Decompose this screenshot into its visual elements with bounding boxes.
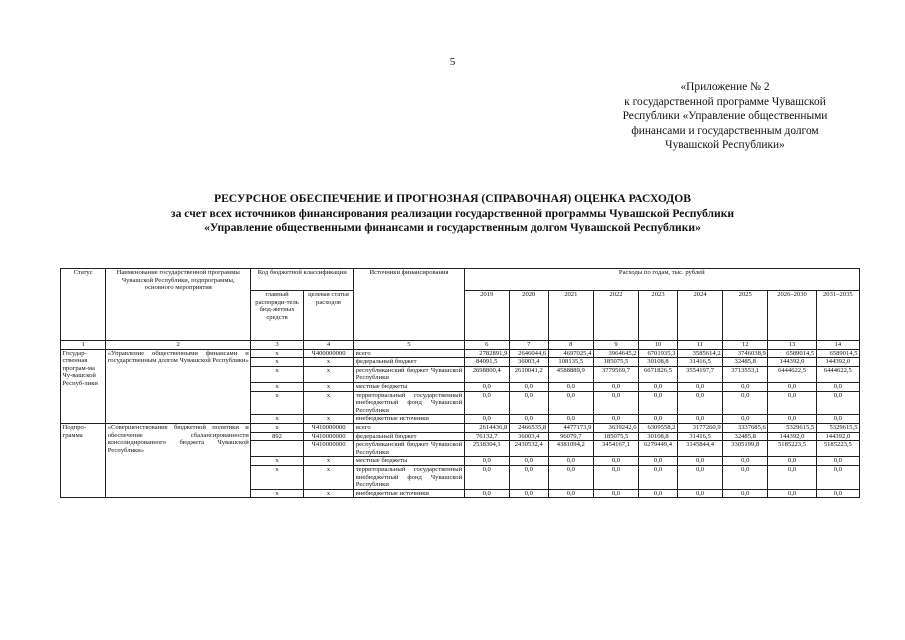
value-cell: 0,0 <box>548 457 593 466</box>
table-row <box>61 423 860 432</box>
table-row <box>61 349 860 358</box>
value-cell: 0,0 <box>548 489 593 498</box>
value-cell: 0,0 <box>816 465 859 489</box>
value-cell: 0,0 <box>548 382 593 391</box>
value-cell: 3746038,9 <box>723 349 768 358</box>
header-status: Статус <box>61 269 106 341</box>
value-cell: 0,0 <box>593 415 638 424</box>
value-cell: 6279449,4 <box>639 441 678 457</box>
target-article-cell: x <box>303 382 353 391</box>
value-cell: 0,0 <box>677 415 722 424</box>
target-article-cell: x <box>303 465 353 489</box>
value-cell: 0,0 <box>677 382 722 391</box>
main-manager-cell: x <box>251 415 304 424</box>
column-number: 13 <box>768 341 816 350</box>
value-cell: 0,0 <box>639 382 678 391</box>
value-cell: 3337685,6 <box>723 423 768 432</box>
value-cell: 0,0 <box>464 457 509 466</box>
value-cell: 0,0 <box>768 382 816 391</box>
column-number: 1 <box>61 341 106 350</box>
column-number: 5 <box>354 341 464 350</box>
main-manager-cell: x <box>251 391 304 415</box>
document-heading <box>0 192 905 236</box>
value-cell: 0,0 <box>723 391 768 415</box>
value-cell: 3585614,2 <box>677 349 722 358</box>
value-cell: 2538304,1 <box>464 441 509 457</box>
value-cell: 3779569,7 <box>593 366 638 382</box>
value-cell: 0,0 <box>593 382 638 391</box>
value-cell: 2782891,9 <box>464 349 509 358</box>
heading-line: за счет всех источников финансирования реализации государственной программы Чувашской Республики <box>170 206 735 220</box>
header-budget-code: Код бюджетной классификации <box>251 269 354 291</box>
status-cell: Государ-ственная програм-ма Чу-вашской Респуб-лики <box>61 349 106 423</box>
value-cell: 3554197,7 <box>677 366 722 382</box>
header-target-article: целевая статья расходов <box>303 291 353 341</box>
column-number: 4 <box>303 341 353 350</box>
value-cell: 0,0 <box>677 489 722 498</box>
source-cell: территориальный государственный внебюджетный фонд Чувашской Республики <box>355 391 463 414</box>
value-cell: 36003,4 <box>509 358 548 367</box>
value-cell: 0,0 <box>464 415 509 424</box>
value-cell: 0,0 <box>816 457 859 466</box>
value-cell: 4381094,2 <box>548 441 593 457</box>
value-cell: 0,0 <box>593 489 638 498</box>
value-cell: 0,0 <box>768 489 816 498</box>
source-cell: внебюджетные источники <box>354 489 464 498</box>
target-article-cell: x <box>303 366 353 382</box>
value-cell: 0,0 <box>816 415 859 424</box>
header-year: 2019 <box>464 291 509 341</box>
column-number: 2 <box>106 341 251 350</box>
value-cell: 3454167,1 <box>593 441 638 457</box>
value-cell: 30108,8 <box>639 432 678 441</box>
value-cell: 0,0 <box>639 457 678 466</box>
value-cell: 2698800,4 <box>464 366 509 382</box>
target-article-cell: Ч410000000 <box>303 432 353 441</box>
value-cell: 32485,8 <box>723 432 768 441</box>
value-cell: 0,0 <box>464 382 509 391</box>
header-year: 2021 <box>548 291 593 341</box>
target-article-cell: x <box>303 391 353 415</box>
value-cell: 0,0 <box>464 465 509 489</box>
value-cell: 2430532,4 <box>509 441 548 457</box>
value-cell: 0,0 <box>509 465 548 489</box>
value-cell: 30108,8 <box>639 358 678 367</box>
value-cell: 144392,0 <box>768 358 816 367</box>
main-manager-cell: 892 <box>251 432 304 441</box>
source-cell: внебюджетные источники <box>354 415 464 424</box>
program-name-cell: «Управление общественными финансами и государственным долгом Чувашской Республики» <box>106 349 251 423</box>
appendix-line: Республики «Управление общественными <box>622 110 828 122</box>
target-article-cell: x <box>303 358 353 367</box>
value-cell: 0,0 <box>639 465 678 489</box>
header-year: 2026–2030 <box>768 291 816 341</box>
appendix-line: к государственной программе Чувашской <box>624 95 826 108</box>
column-number: 12 <box>723 341 768 350</box>
value-cell: 32485,8 <box>723 358 768 367</box>
source-cell: федеральный бюджет <box>354 358 464 367</box>
value-cell: 6589014,5 <box>768 349 816 358</box>
value-cell: 3964645,2 <box>593 349 638 358</box>
value-cell: 3177260,9 <box>677 423 722 432</box>
value-cell: 31416,5 <box>677 432 722 441</box>
value-cell: 0,0 <box>639 415 678 424</box>
value-cell: 0,0 <box>816 391 859 415</box>
value-cell: 6309558,2 <box>639 423 678 432</box>
value-cell: 36003,4 <box>509 432 548 441</box>
column-number: 3 <box>251 341 304 350</box>
column-number: 11 <box>677 341 722 350</box>
value-cell: 0,0 <box>464 391 509 415</box>
value-cell: 0,0 <box>639 391 678 415</box>
value-cell: 0,0 <box>768 457 816 466</box>
main-manager-cell: x <box>251 489 304 498</box>
value-cell: 3145844,4 <box>677 441 722 457</box>
header-expenses: Расходы по годам, тыс. рублей <box>464 269 859 291</box>
value-cell: 5329615,5 <box>816 423 859 432</box>
resource-table <box>60 268 860 498</box>
appendix-line: финансами и государственным долгом <box>631 124 819 137</box>
target-article-cell: Ч400000000 <box>303 349 353 358</box>
main-manager-cell: x <box>251 423 304 432</box>
column-number: 9 <box>593 341 638 350</box>
value-cell: 0,0 <box>593 457 638 466</box>
appendix-line: Чувашской Республики» <box>665 139 785 151</box>
value-cell: 0,0 <box>723 415 768 424</box>
source-cell: местные бюджеты <box>354 457 464 466</box>
value-cell: 84091,5 <box>464 358 509 367</box>
value-cell: 0,0 <box>509 391 548 415</box>
value-cell: 0,0 <box>677 465 722 489</box>
main-manager-cell: x <box>251 465 304 489</box>
value-cell: 6444622,5 <box>768 366 816 382</box>
value-cell: 144392,0 <box>768 432 816 441</box>
target-article-cell: Ч410000000 <box>303 423 353 432</box>
value-cell: 0,0 <box>768 465 816 489</box>
value-cell: 0,0 <box>768 415 816 424</box>
value-cell: 0,0 <box>816 489 859 498</box>
header-year: 2022 <box>593 291 638 341</box>
value-cell: 6701935,3 <box>639 349 678 358</box>
heading-line: «Управление общественными финансами и государственным долгом Чувашской Республики» <box>204 221 701 234</box>
value-cell: 0,0 <box>723 382 768 391</box>
value-cell: 76132,7 <box>464 432 509 441</box>
value-cell: 6671826,5 <box>639 366 678 382</box>
main-manager-cell: x <box>251 382 304 391</box>
value-cell: 144392,0 <box>816 432 859 441</box>
value-cell: 2614436,8 <box>464 423 509 432</box>
value-cell: 185075,5 <box>593 432 638 441</box>
column-number: 10 <box>639 341 678 350</box>
header-year: 2020 <box>509 291 548 341</box>
value-cell: 185075,5 <box>593 358 638 367</box>
value-cell: 96079,7 <box>548 432 593 441</box>
value-cell: 3713553,1 <box>723 366 768 382</box>
target-article-cell: x <box>303 457 353 466</box>
header-year: 2031–2035 <box>816 291 859 341</box>
value-cell: 0,0 <box>593 391 638 415</box>
value-cell: 0,0 <box>723 489 768 498</box>
target-article-cell: x <box>303 489 353 498</box>
header-name: Наименование государственной программы Чувашской Республики, подпрограммы, основного мероприятия <box>106 269 251 341</box>
value-cell: 2466535,8 <box>509 423 548 432</box>
page-number: 5 <box>449 56 456 68</box>
value-cell: 3639242,6 <box>593 423 638 432</box>
source-cell: республиканский бюджет Чувашской Республики <box>355 366 463 382</box>
value-cell: 4477173,9 <box>548 423 593 432</box>
value-cell: 0,0 <box>464 489 509 498</box>
value-cell: 4588889,9 <box>548 366 593 382</box>
value-cell: 2610041,2 <box>509 366 548 382</box>
value-cell: 0,0 <box>677 391 722 415</box>
status-cell: Подпро-грамма <box>61 423 106 497</box>
value-cell: 31416,5 <box>677 358 722 367</box>
main-manager-cell: x <box>251 366 304 382</box>
value-cell: 5185223,5 <box>816 441 859 457</box>
column-number: 14 <box>816 341 859 350</box>
main-manager-cell: x <box>251 358 304 367</box>
source-cell: всего <box>354 349 464 358</box>
heading-line: РЕСУРСНОЕ ОБЕСПЕЧЕНИЕ И ПРОГНОЗНАЯ (СПРАВОЧНАЯ) ОЦЕНКА РАСХОДОВ <box>213 192 691 205</box>
main-manager-cell: x <box>251 457 304 466</box>
value-cell: 0,0 <box>723 465 768 489</box>
header-main-manager: главный распоряди-тель бюд-жетных средств <box>251 291 304 341</box>
appendix-reference <box>560 80 890 153</box>
value-cell: 6589014,5 <box>816 349 859 358</box>
column-number-row <box>61 341 860 350</box>
column-number: 8 <box>548 341 593 350</box>
value-cell: 108135,5 <box>548 358 593 367</box>
value-cell: 0,0 <box>768 391 816 415</box>
value-cell: 0,0 <box>509 415 548 424</box>
value-cell: 0,0 <box>509 382 548 391</box>
value-cell: 4697025,4 <box>548 349 593 358</box>
value-cell: 5185223,5 <box>768 441 816 457</box>
header-year: 2024 <box>677 291 722 341</box>
value-cell: 6444622,5 <box>816 366 859 382</box>
source-cell: местные бюджеты <box>354 382 464 391</box>
value-cell: 0,0 <box>723 457 768 466</box>
value-cell: 0,0 <box>509 489 548 498</box>
value-cell: 0,0 <box>593 465 638 489</box>
value-cell: 0,0 <box>548 465 593 489</box>
value-cell: 0,0 <box>548 391 593 415</box>
source-cell: всего <box>354 423 464 432</box>
value-cell: 0,0 <box>816 382 859 391</box>
header-year: 2023 <box>639 291 678 341</box>
appendix-line: «Приложение № 2 <box>680 81 770 93</box>
header-year: 2025 <box>723 291 768 341</box>
value-cell: 5329615,5 <box>768 423 816 432</box>
target-article-cell: x <box>303 415 353 424</box>
value-cell: 0,0 <box>677 457 722 466</box>
value-cell: 0,0 <box>509 457 548 466</box>
target-article-cell: Ч410000000 <box>303 441 353 457</box>
value-cell: 144392,0 <box>816 358 859 367</box>
value-cell: 3305199,8 <box>723 441 768 457</box>
value-cell: 2646044,6 <box>509 349 548 358</box>
column-number: 6 <box>464 341 509 350</box>
value-cell: 0,0 <box>548 415 593 424</box>
value-cell: 0,0 <box>639 489 678 498</box>
main-manager-cell: x <box>251 349 304 358</box>
main-manager-cell <box>251 441 304 457</box>
column-number: 7 <box>509 341 548 350</box>
source-cell: республиканский бюджет Чувашской Республики <box>355 441 463 456</box>
source-cell: федеральный бюджет <box>354 432 464 441</box>
source-cell: территориальный государственный внебюджетный фонд Чувашской Республики <box>355 465 463 489</box>
program-name-cell: «Совершенствование бюджетной политики и обеспечение сбалансированности консолидированного бюджета Чувашской Республики» <box>106 423 251 497</box>
header-sources: Источники финансирования <box>354 269 464 341</box>
